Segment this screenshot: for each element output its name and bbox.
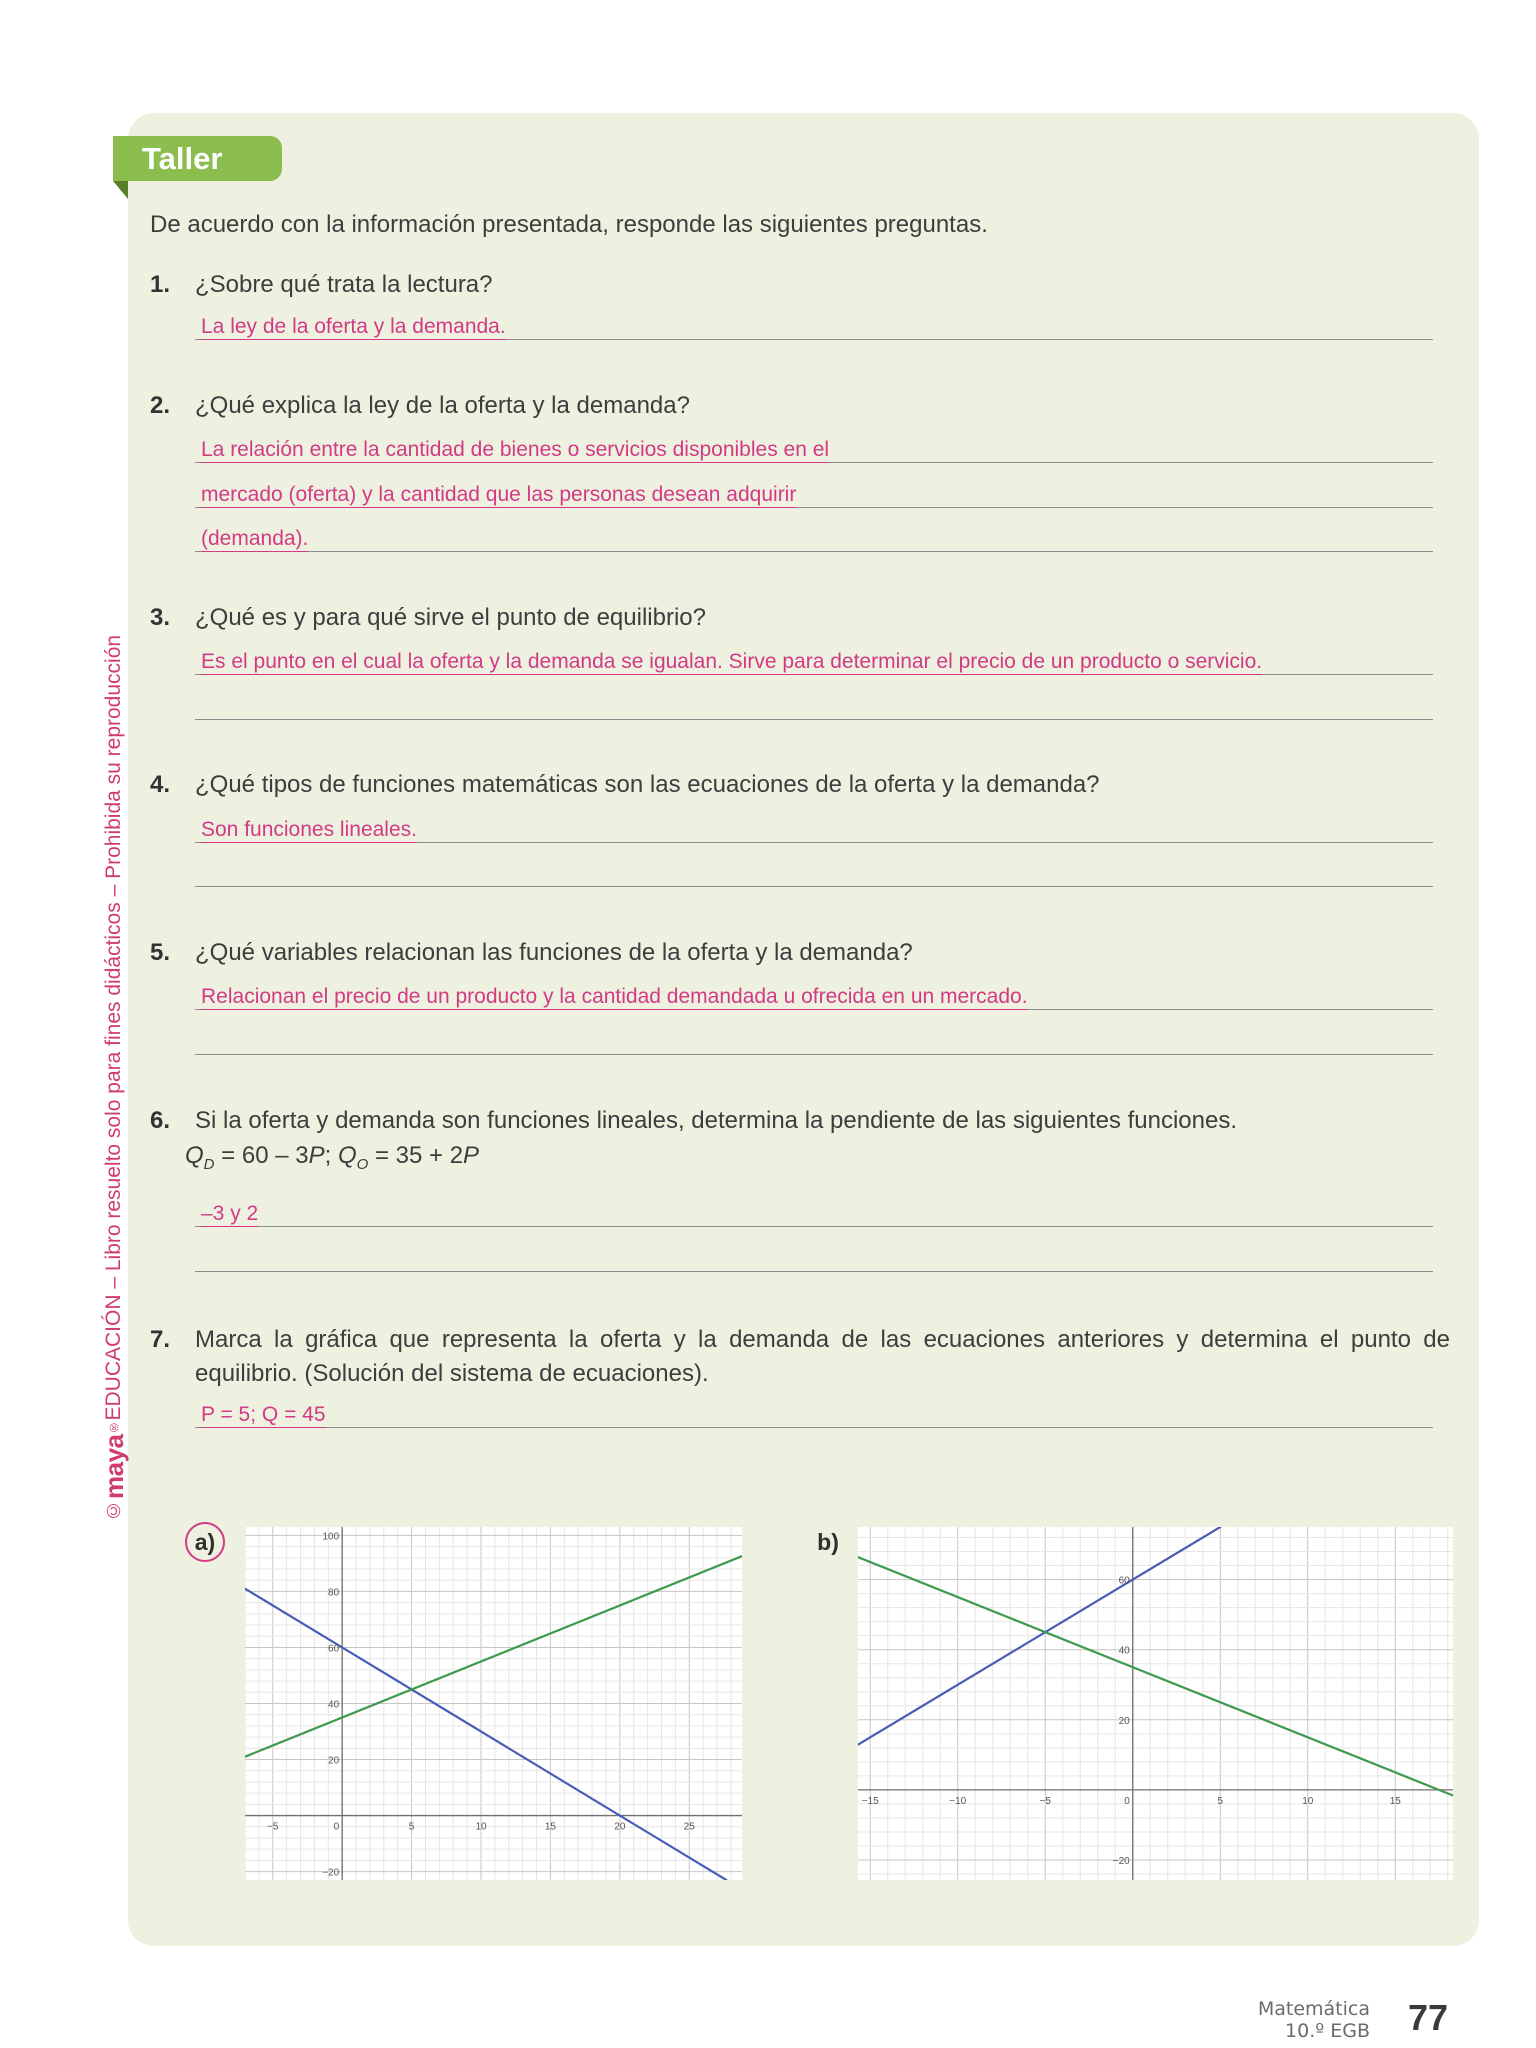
question-text: ¿Qué variables relacionan las funciones de la oferta y la demanda?: [195, 939, 913, 966]
x-tick-label: 15: [544, 1821, 556, 1833]
y-tick-label: 40: [328, 1699, 340, 1711]
answer-line: [195, 808, 1433, 843]
y-tick-label: 20: [1118, 1715, 1130, 1727]
question-number: 5.: [150, 939, 171, 966]
y-tick-label: 40: [1118, 1645, 1130, 1657]
copyright-symbol: ©: [103, 1499, 124, 1520]
y-tick-label: 60: [328, 1643, 340, 1655]
answer-line: [195, 473, 1433, 508]
y-tick-label: 80: [328, 1587, 340, 1599]
eq-rhs-demand: = 60 – 3: [214, 1142, 309, 1169]
graph-b-label: b): [817, 1529, 839, 1555]
answer-text: –3 y 2: [201, 1202, 259, 1225]
question-text: ¿Qué es y para qué sirve el punto de equilibrio?: [195, 604, 706, 631]
y-tick-label: −20: [1112, 1856, 1130, 1868]
x-tick-label: −5: [267, 1821, 279, 1833]
x-tick-label: −15: [861, 1795, 879, 1807]
question-number: 3.: [150, 604, 171, 631]
answer-line: [195, 1393, 1433, 1428]
answer-text: La relación entre la cantidad de bienes o servicios disponibles en el: [201, 438, 830, 461]
answer-text: mercado (oferta) y la cantidad que las personas desean adquirir: [201, 483, 797, 506]
x-tick-label: 0: [1124, 1795, 1130, 1807]
brand-logo-text: maya: [99, 1434, 129, 1499]
question-number: 1.: [150, 271, 171, 298]
eq-rhs-supply: = 35 + 2: [368, 1142, 464, 1169]
x-tick-label: 0: [333, 1821, 340, 1833]
answer-line: [195, 1192, 1433, 1227]
question-text: ¿Sobre qué trata la lectura?: [195, 271, 493, 298]
answer-text: (demanda).: [201, 527, 309, 550]
watermark-text: EDUCACIÓN – Libro resuelto solo para fines didácticos – Prohibida su reproducción: [102, 634, 125, 1421]
page-number: 77: [1408, 1997, 1449, 2038]
equation: [185, 1140, 479, 1175]
eq-var-q: Q: [337, 1142, 357, 1169]
answer-text: P = 5; Q = 45: [201, 1403, 326, 1426]
x-tick-label: 5: [1217, 1795, 1224, 1807]
question-number: 2.: [150, 392, 171, 419]
answer-text: La ley de la oferta y la demanda.: [201, 315, 506, 338]
intro-text: De acuerdo con la información presentada, responde las siguientes preguntas.: [150, 211, 988, 238]
answer-line: [195, 305, 1433, 340]
graph-a-label: a): [185, 1522, 225, 1562]
series-line: [245, 1556, 742, 1757]
x-tick-label: 20: [614, 1821, 626, 1833]
answer-line-blank: [195, 685, 1433, 720]
answer-line: [195, 975, 1433, 1010]
footer-subject: Matemática: [1257, 1998, 1370, 2020]
question-number: 7.: [150, 1326, 171, 1353]
section-tab: [113, 136, 282, 181]
question-text: Marca la gráfica que representa la oferta y la demanda de las ecuaciones anteriores y determina el punto de equilibrio. (Solución del sistema de ecuaciones).: [195, 1326, 1450, 1387]
answer-text: Son funciones lineales.: [201, 818, 417, 841]
answer-line-blank: [195, 852, 1433, 887]
answer-text: Es el punto en el cual la oferta y la demanda se igualan. Sirve para determinar el precio de un producto o servicio.: [201, 650, 1263, 673]
tab-fold-decoration: [113, 181, 128, 199]
x-tick-label: 10: [475, 1821, 487, 1833]
section-title: Taller: [142, 141, 223, 176]
x-tick-label: 5: [408, 1821, 415, 1833]
footer-grade: 10.º EGB: [1285, 2020, 1370, 2042]
question-text: ¿Qué explica la ley de la oferta y la demanda?: [195, 392, 690, 419]
eq-var-q: Q: [185, 1142, 204, 1169]
question-number: 6.: [150, 1107, 171, 1134]
eq-sub-d: D: [203, 1156, 215, 1173]
x-tick-label: −5: [1039, 1795, 1051, 1807]
eq-var-p: P: [308, 1142, 325, 1169]
copyright-watermark: [98, 560, 130, 1520]
eq-sub-o: O: [356, 1156, 369, 1173]
answer-line: [195, 640, 1433, 675]
x-tick-label: 10: [1302, 1795, 1314, 1807]
answer-line: [195, 517, 1433, 552]
y-tick-label: 100: [322, 1531, 340, 1543]
eq-var-p: P: [463, 1142, 480, 1169]
series-line: [245, 1589, 726, 1880]
question-number: 4.: [150, 771, 171, 798]
answer-line-blank: [195, 1237, 1433, 1272]
x-tick-label: 15: [1389, 1795, 1401, 1807]
eq-separator: ;: [324, 1142, 338, 1169]
x-tick-label: 25: [683, 1821, 695, 1833]
y-tick-label: 20: [328, 1755, 340, 1767]
answer-line-blank: [195, 1020, 1433, 1055]
y-tick-label: −20: [322, 1867, 340, 1879]
series-line: [858, 1557, 1453, 1795]
x-tick-label: −10: [949, 1795, 967, 1807]
y-tick-label: 60: [1118, 1575, 1130, 1587]
question-text: Si la oferta y demanda son funciones lineales, determina la pendiente de las siguientes funciones.: [195, 1107, 1237, 1134]
answer-line: [195, 428, 1433, 463]
graph-a: [245, 1527, 742, 1880]
question-text: ¿Qué tipos de funciones matemáticas son las ecuaciones de la oferta y la demanda?: [195, 771, 1100, 798]
graph-b: [858, 1527, 1453, 1880]
answer-text: Relacionan el precio de un producto y la cantidad demandada u ofrecida en un mercado.: [201, 985, 1028, 1008]
registered-symbol: ®: [107, 1420, 121, 1435]
